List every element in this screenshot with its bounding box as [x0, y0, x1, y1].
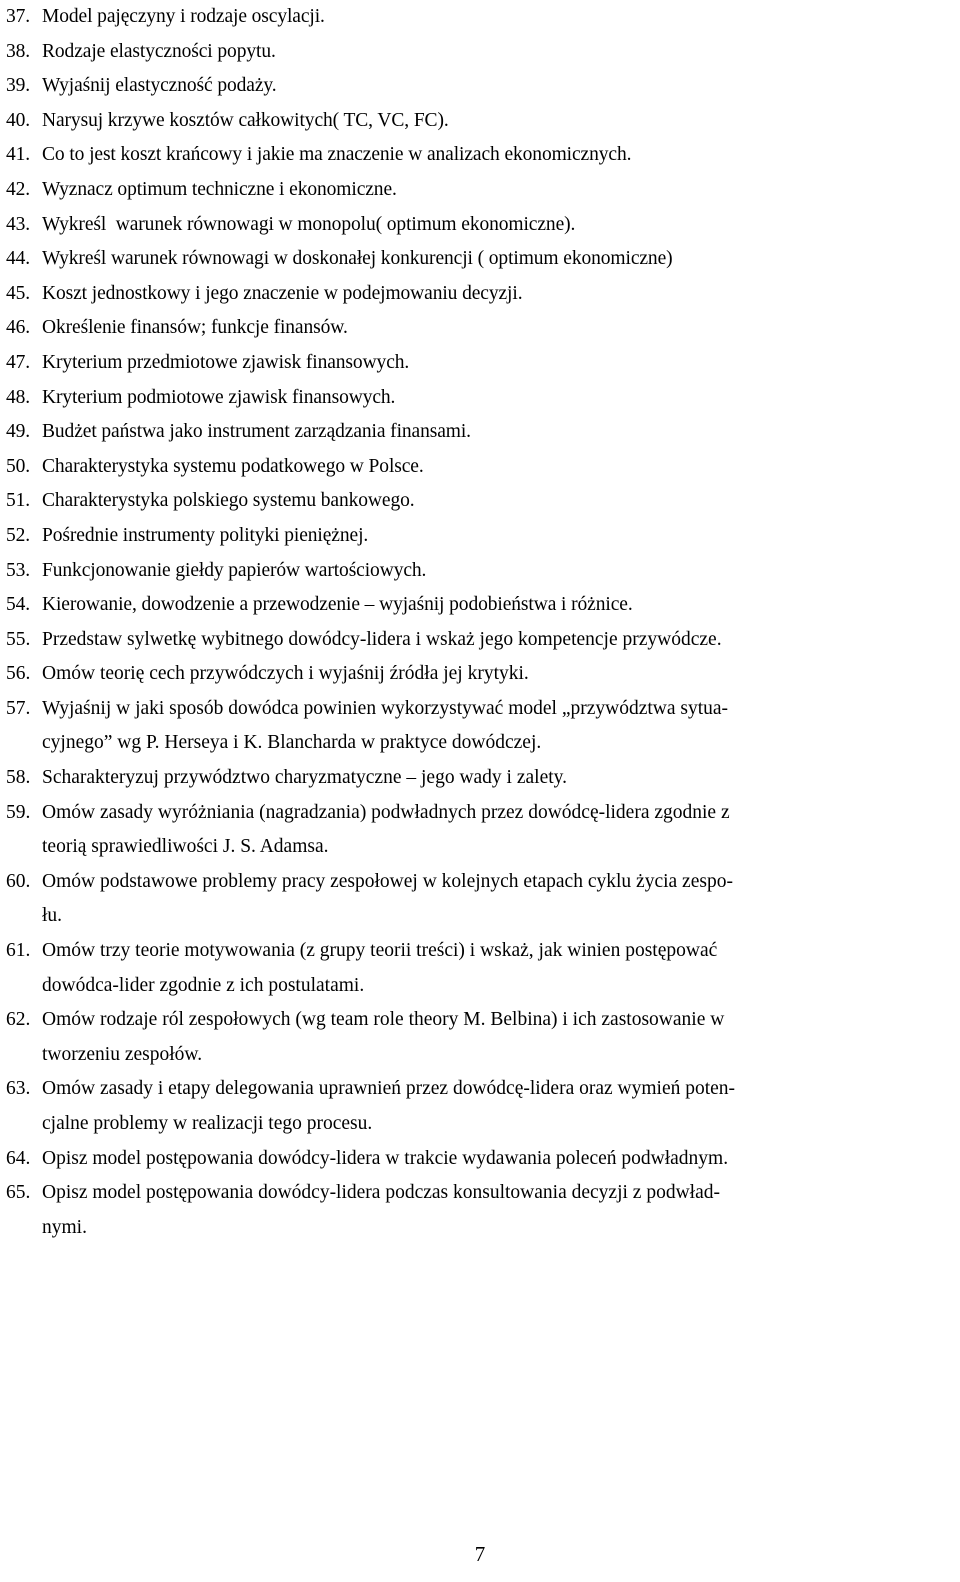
- question-text-line: Wyznacz optimum techniczne i ekonomiczne.: [42, 178, 397, 200]
- question-item: [6, 173, 948, 208]
- question-text: [42, 484, 948, 519]
- question-text-line: Wyjaśnij elastyczność podaży.: [42, 75, 277, 97]
- question-item: [6, 450, 948, 485]
- question-text-line: nymi.: [42, 1216, 87, 1238]
- question-text-line: Wykreśl warunek równowagi w doskonałej konkurencji ( optimum ekonomiczne): [42, 248, 673, 270]
- question-number: 58.: [6, 767, 31, 789]
- question-text: [42, 35, 948, 70]
- question-text-line: Pośrednie instrumenty polityki pieniężnej.: [42, 524, 369, 546]
- question-text-line: Co to jest koszt krańcowy i jakie ma znaczenie w analizach ekonomicznych.: [42, 144, 632, 166]
- question-text-line: teorią sprawiedliwości J. S. Adamsa.: [42, 836, 329, 858]
- question-text-line: Narysuj krzywe kosztów całkowitych( TC, VC, FC).: [42, 109, 449, 131]
- question-item: [6, 35, 948, 70]
- question-number: 41.: [6, 144, 31, 166]
- question-number: 56.: [6, 663, 31, 685]
- question-number: 62.: [6, 1009, 31, 1031]
- question-text-line: Wyjaśnij w jaki sposób dowódca powinien wykorzystywać model „przywództwa sytua-: [42, 697, 729, 719]
- question-text-line: tworzeniu zespołów.: [42, 1043, 203, 1065]
- question-number: 39.: [6, 75, 31, 97]
- question-text: [42, 934, 948, 1003]
- question-number: 42.: [6, 178, 31, 200]
- question-text-line: łu.: [42, 905, 63, 927]
- question-number: 64.: [6, 1147, 31, 1169]
- question-item: [6, 588, 948, 623]
- question-item: [6, 1176, 948, 1245]
- question-number: 65.: [6, 1182, 31, 1204]
- question-number: 51.: [6, 490, 31, 512]
- question-text: [42, 865, 948, 934]
- question-number: 47.: [6, 351, 31, 373]
- question-item: [6, 381, 948, 416]
- question-number: 52.: [6, 524, 31, 546]
- question-item: [6, 311, 948, 346]
- question-item: [6, 1142, 948, 1177]
- question-text-line: Omów trzy teorie motywowania (z grupy teorii treści) i wskaż, jak winien postępować: [42, 940, 718, 962]
- question-number: 44.: [6, 248, 31, 270]
- question-number: 48.: [6, 386, 31, 408]
- question-text: [42, 657, 948, 692]
- question-item: [6, 554, 948, 589]
- question-number: 55.: [6, 628, 31, 650]
- question-item: [6, 208, 948, 243]
- question-item: [6, 1072, 948, 1141]
- question-item: [6, 761, 948, 796]
- question-text-line: cjalne problemy w realizacji tego procesu.: [42, 1113, 373, 1134]
- question-number: 45.: [6, 282, 31, 304]
- question-item: [6, 69, 948, 104]
- question-text-line: Określenie finansów; funkcje finansów.: [42, 317, 348, 339]
- question-text-line: Charakterystyka polskiego systemu bankowego.: [42, 490, 415, 512]
- question-item: [6, 865, 948, 934]
- question-text: [42, 242, 948, 277]
- question-text-line: Rodzaje elastyczności popytu.: [42, 40, 276, 62]
- question-item: [6, 484, 948, 519]
- question-text-line: Charakterystyka systemu podatkowego w Polsce.: [42, 455, 424, 477]
- question-text: [42, 692, 948, 761]
- question-number: 38.: [6, 40, 31, 62]
- question-item: [6, 657, 948, 692]
- question-item: [6, 623, 948, 658]
- question-text-line: Omów zasady i etapy delegowania uprawnień przez dowódcę-lidera oraz wymień poten-: [42, 1078, 736, 1100]
- question-item: [6, 692, 948, 761]
- question-number: 50.: [6, 455, 31, 477]
- question-number: 49.: [6, 421, 31, 443]
- question-text: [42, 554, 948, 589]
- question-item: [6, 138, 948, 173]
- question-text: [42, 311, 948, 346]
- question-number: 37.: [6, 6, 31, 27]
- question-text: [42, 1072, 948, 1141]
- question-text-line: cyjnego” wg P. Herseya i K. Blancharda w praktyce dowódczej.: [42, 732, 542, 754]
- question-text: [42, 381, 948, 416]
- question-list: [6, 0, 948, 1245]
- question-item: [6, 104, 948, 139]
- question-item: [6, 0, 948, 35]
- question-item: [6, 277, 948, 312]
- question-text-line: Omów podstawowe problemy pracy zespołowej w kolejnych etapach cyklu życia zespo-: [42, 870, 733, 892]
- question-text-line: Opisz model postępowania dowódcy-lidera w trakcie wydawania poleceń podwładnym.: [42, 1147, 729, 1169]
- question-text-line: Wykreśl warunek równowagi w monopolu( optimum ekonomiczne).: [42, 213, 576, 235]
- question-text: [42, 623, 948, 658]
- question-text-line: Budżet państwa jako instrument zarządzania finansami.: [42, 421, 471, 443]
- question-number: 40.: [6, 109, 31, 131]
- question-text: [42, 761, 948, 796]
- question-text-line: Kierowanie, dowodzenie a przewodzenie – wyjaśnij podobieństwa i różnice.: [42, 594, 633, 616]
- question-text-line: Przedstaw sylwetkę wybitnego dowódcy-lidera i wskaż jego kompetencje przywódcze.: [42, 628, 722, 650]
- question-text-line: Scharakteryzuj przywództwo charyzmatyczne – jego wady i zalety.: [42, 767, 568, 789]
- question-number: 53.: [6, 559, 31, 581]
- question-number: 43.: [6, 213, 31, 235]
- question-text: [42, 346, 948, 381]
- question-text: [42, 104, 948, 139]
- question-text: [42, 173, 948, 208]
- question-number: 61.: [6, 940, 31, 962]
- question-item: [6, 242, 948, 277]
- question-item: [6, 519, 948, 554]
- question-text-line: Kryterium podmiotowe zjawisk finansowych.: [42, 386, 396, 408]
- question-number: 46.: [6, 317, 31, 339]
- question-text-line: Omów zasady wyróżniania (nagradzania) podwładnych przez dowódcę-lidera zgodnie z: [42, 801, 730, 823]
- question-text-line: Opisz model postępowania dowódcy-lidera podczas konsultowania decyzji z podwład-: [42, 1182, 720, 1204]
- question-text: [42, 796, 948, 865]
- question-text: [42, 69, 948, 104]
- question-text: [42, 415, 948, 450]
- question-item: [6, 346, 948, 381]
- question-number: 59.: [6, 801, 31, 823]
- question-text-line: Koszt jednostkowy i jego znaczenie w podejmowaniu decyzji.: [42, 282, 523, 304]
- question-text-line: dowódca-lider zgodnie z ich postulatami.: [42, 974, 365, 996]
- question-item: [6, 1003, 948, 1072]
- question-text-line: Model pajęczyny i rodzaje oscylacji.: [42, 6, 325, 27]
- question-text-line: Funkcjonowanie giełdy papierów wartościowych.: [42, 559, 427, 581]
- question-text-line: Omów rodzaje ról zespołowych (wg team role theory M. Belbina) i ich zastosowanie w: [42, 1009, 725, 1031]
- question-text: [42, 588, 948, 623]
- question-number: 54.: [6, 594, 31, 616]
- question-text: [42, 1142, 948, 1177]
- question-text: [42, 1176, 948, 1245]
- question-text: [42, 0, 948, 35]
- question-text: [42, 138, 948, 173]
- question-text-line: Kryterium przedmiotowe zjawisk finansowych.: [42, 351, 410, 373]
- question-text: [42, 208, 948, 243]
- question-item: [6, 796, 948, 865]
- question-number: 60.: [6, 870, 31, 892]
- question-text-line: Omów teorię cech przywódczych i wyjaśnij źródła jej krytyki.: [42, 663, 529, 685]
- question-text: [42, 277, 948, 312]
- question-item: [6, 415, 948, 450]
- page-number: 7: [474, 1542, 486, 1566]
- question-text: [42, 519, 948, 554]
- question-text: [42, 1003, 948, 1072]
- question-number: 63.: [6, 1078, 31, 1100]
- question-item: [6, 934, 948, 1003]
- question-number: 57.: [6, 697, 31, 719]
- question-text: [42, 450, 948, 485]
